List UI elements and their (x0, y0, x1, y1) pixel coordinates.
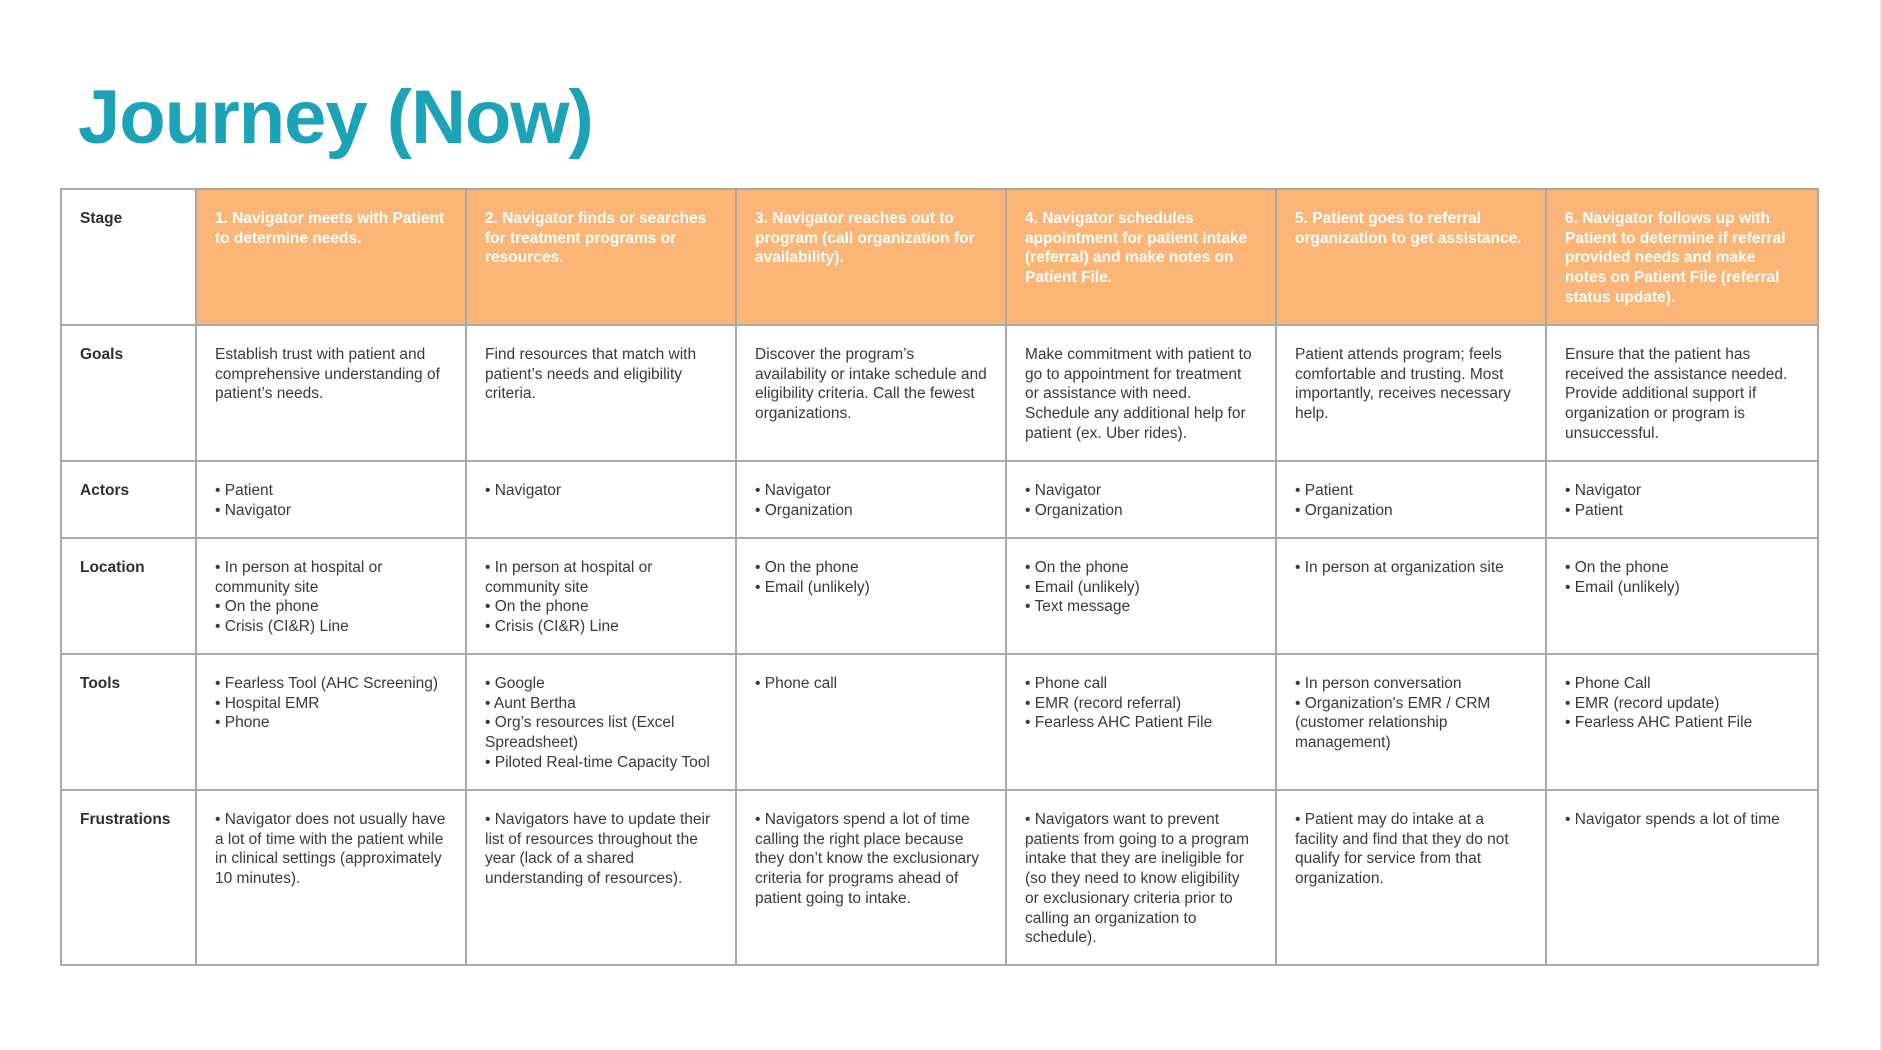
list-item: • Organization (755, 501, 853, 519)
tools-cell-4 (1006, 654, 1276, 790)
list-item: • Crisis (CI&R) Line (485, 618, 619, 636)
goals-cell-4: Make commitment with patient to go to appointment for treatment or assistance with need. Schedule any additional help for patient (ex. Uber rides). (1006, 325, 1276, 461)
list-item: • In person at hospital or community site (485, 559, 653, 596)
list-item: • Patient (215, 482, 273, 499)
list-item: • Email (unlikely) (1565, 578, 1680, 596)
row-label-actors: Actors (61, 461, 196, 538)
list-item: • Text message (1025, 598, 1131, 616)
row-label-location: Location (61, 538, 196, 654)
list-item: • Navigator (485, 482, 562, 499)
stage-cell-6: 6. Navigator follows up with Patient to determine if referral provided needs and make notes on Patient File (referral status update). (1546, 189, 1818, 325)
frustrations-cell-5: • Patient may do intake at a facility and find that they do not qualify for service from that organization. (1276, 790, 1546, 965)
list-item: • Email (unlikely) (1025, 578, 1140, 596)
location-cell-4 (1006, 538, 1276, 654)
stage-cell-3: 3. Navigator reaches out to program (call organization for availability). (736, 189, 1006, 325)
list-item: • In person at hospital or community site (215, 559, 383, 596)
list-item: • Organization (1025, 501, 1123, 519)
frustrations-cell-6: • Navigator spends a lot of time (1546, 790, 1818, 965)
goals-cell-5: Patient attends program; feels comfortable and trusting. Most importantly, receives necessary help. (1276, 325, 1546, 461)
frustrations-cell-1: • Navigator does not usually have a lot of time with the patient while in clinical settings (approximately 10 minutes). (196, 790, 466, 965)
stage-cell-4: 4. Navigator schedules appointment for patient intake (referral) and make notes on Patient File. (1006, 189, 1276, 325)
row-label-stage: Stage (61, 189, 196, 325)
list-item: • Navigator (1025, 482, 1102, 499)
location-cell-3 (736, 538, 1006, 654)
table-row-goals (61, 325, 1818, 461)
table-row-location (61, 538, 1818, 654)
list-item: • Hospital EMR (215, 694, 320, 712)
actors-cell-5 (1276, 461, 1546, 538)
goals-cell-2: Find resources that match with patient’s needs and eligibility criteria. (466, 325, 736, 461)
table-row-tools (61, 654, 1818, 790)
tools-cell-6 (1546, 654, 1818, 790)
location-cell-5 (1276, 538, 1546, 654)
list-item: • Org’s resources list (Excel Spreadsheet) (485, 714, 675, 752)
list-item: • Email (unlikely) (755, 578, 870, 596)
list-item: • On the phone (755, 559, 859, 576)
list-item: • In person conversation (1295, 675, 1462, 692)
list-item: • Organization's EMR / CRM (customer relationship management) (1295, 694, 1491, 752)
list-item: • Phone call (1025, 675, 1108, 692)
list-item: • Fearless AHC Patient File (1025, 714, 1213, 732)
list-item: • On the phone (1025, 559, 1129, 576)
journey-table (60, 188, 1819, 966)
list-item: • On the phone (1565, 559, 1669, 576)
stage-cell-5: 5. Patient goes to referral organization to get assistance. (1276, 189, 1546, 325)
actors-cell-4 (1006, 461, 1276, 538)
list-item: • Phone (215, 714, 270, 732)
location-cell-1 (196, 538, 466, 654)
goals-cell-1: Establish trust with patient and comprehensive understanding of patient’s needs. (196, 325, 466, 461)
list-item: • Google (485, 675, 545, 692)
actors-cell-2 (466, 461, 736, 538)
goals-cell-6: Ensure that the patient has received the assistance needed. Provide additional support if organization or program is unsuccessful. (1546, 325, 1818, 461)
location-cell-2 (466, 538, 736, 654)
list-item: • Navigator (215, 501, 292, 519)
frustrations-cell-2: • Navigators have to update their list of resources throughout the year (lack of a shared understanding of resources). (466, 790, 736, 965)
list-item: • Navigator (1565, 482, 1642, 499)
list-item: • Piloted Real-time Capacity Tool (485, 753, 710, 771)
frustrations-cell-3: • Navigators spend a lot of time calling the right place because they don’t know the exclusionary criteria for programs ahead of patient going to intake. (736, 790, 1006, 965)
list-item: • Crisis (CI&R) Line (215, 618, 349, 636)
actors-cell-1 (196, 461, 466, 538)
row-label-tools: Tools (61, 654, 196, 790)
list-item: • Phone Call (1565, 675, 1651, 692)
list-item: • Patient (1565, 501, 1623, 519)
list-item: • Patient (1295, 482, 1353, 499)
actors-cell-3 (736, 461, 1006, 538)
list-item: • On the phone (215, 598, 319, 616)
tools-cell-2 (466, 654, 736, 790)
goals-cell-3: Discover the program’s availability or intake schedule and eligibility criteria. Call the fewest organizations. (736, 325, 1006, 461)
stage-cell-2: 2. Navigator finds or searches for treatment programs or resources. (466, 189, 736, 325)
tools-cell-1 (196, 654, 466, 790)
tools-cell-5 (1276, 654, 1546, 790)
frustrations-cell-4: • Navigators want to prevent patients from going to a program intake that they are ineligible for (so they need to know eligibility or exclusionary criteria prior to calling an organization to schedule). (1006, 790, 1276, 965)
table-row-frustrations (61, 790, 1818, 965)
stage-cell-1: 1. Navigator meets with Patient to determine needs. (196, 189, 466, 325)
list-item: • Fearless AHC Patient File (1565, 714, 1753, 732)
tools-cell-3 (736, 654, 1006, 790)
list-item: • Organization (1295, 501, 1393, 519)
page-title: Journey (Now) (78, 75, 593, 160)
list-item: • EMR (record referral) (1025, 694, 1182, 712)
table-row-stage (61, 189, 1818, 325)
list-item: • Navigator (755, 482, 832, 499)
list-item: • Phone call (755, 675, 838, 692)
list-item: • EMR (record update) (1565, 694, 1720, 712)
list-item: • On the phone (485, 598, 589, 616)
location-cell-6 (1546, 538, 1818, 654)
table-row-actors (61, 461, 1818, 538)
list-item: • Fearless Tool (AHC Screening) (215, 675, 439, 692)
actors-cell-6 (1546, 461, 1818, 538)
row-label-frustrations: Frustrations (61, 790, 196, 965)
row-label-goals: Goals (61, 325, 196, 461)
list-item: • Aunt Bertha (485, 694, 576, 712)
list-item: • In person at organization site (1295, 559, 1504, 576)
